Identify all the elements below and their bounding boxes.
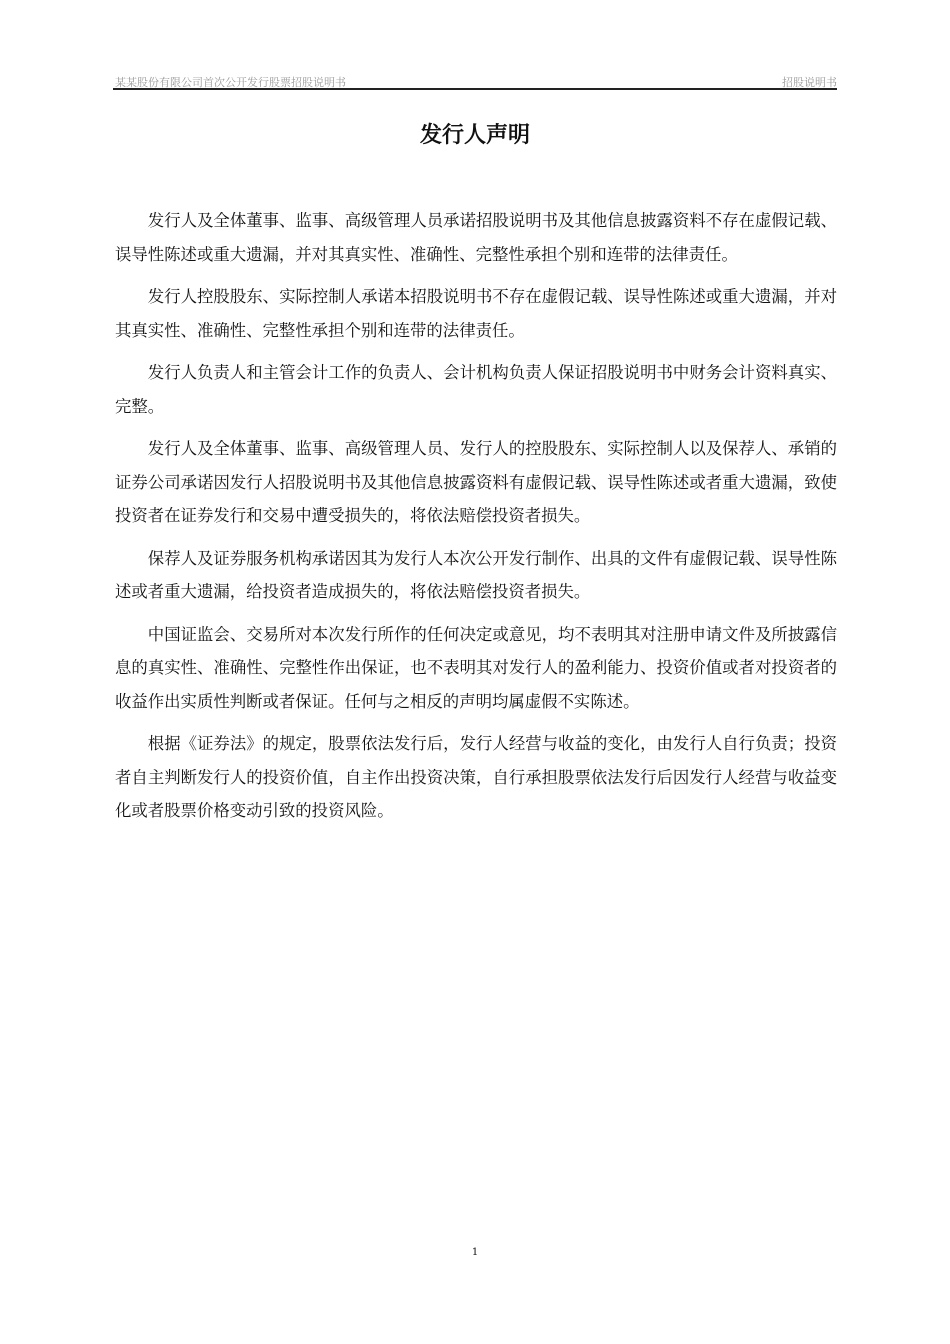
header-rule	[113, 88, 837, 90]
paragraph: 保荐人及证券服务机构承诺因其为发行人本次公开发行制作、出具的文件有虚假记载、误导性陈述或者重大遗漏，给投资者造成损失的，将依法赔偿投资者损失。	[115, 548, 837, 601]
paragraph: 根据《证券法》的规定，股票依法发行后，发行人经营与收益的变化，由发行人自行负责；投资者自主判断发行人的投资价值，自主作出投资决策，自行承担股票依法发行后因发行人经营与收益变化或者股票价格变动引致的投资风险。	[115, 734, 837, 820]
header-company: 某某股份有限公司首次公开发行股票招股说明书	[115, 76, 346, 88]
paragraph: 发行人负责人和主管会计工作的负责人、会计机构负责人保证招股说明书中财务会计资料真实、完整。	[115, 363, 837, 416]
running-header	[115, 70, 837, 88]
paragraph: 发行人及全体董事、监事、高级管理人员、发行人的控股股东、实际控制人以及保荐人、承销的证券公司承诺因发行人招股说明书及其他信息披露资料有虚假记载、误导性陈述或者重大遗漏，致使投资者在证券发行和交易中遭受损失的，将依法赔偿投资者损失。	[115, 439, 837, 525]
page-number: 1	[471, 1247, 479, 1258]
header-doc-type: 招股说明书	[782, 76, 837, 88]
paragraph: 发行人控股股东、实际控制人承诺本招股说明书不存在虚假记载、误导性陈述或重大遗漏，并对其真实性、准确性、完整性承担个别和连带的法律责任。	[115, 287, 837, 340]
page-title: 发行人声明	[419, 123, 530, 148]
document-body	[115, 204, 837, 837]
paragraph: 发行人及全体董事、监事、高级管理人员承诺招股说明书及其他信息披露资料不存在虚假记载、误导性陈述或重大遗漏，并对其真实性、准确性、完整性承担个别和连带的法律责任。	[115, 211, 837, 264]
paragraph: 中国证监会、交易所对本次发行所作的任何决定或意见，均不表明其对注册申请文件及所披露信息的真实性、准确性、完整性作出保证，也不表明其对发行人的盈利能力、投资价值或者对投资者的收益作出实质性判断或者保证。任何与之相反的声明均属虚假不实陈述。	[115, 624, 837, 711]
